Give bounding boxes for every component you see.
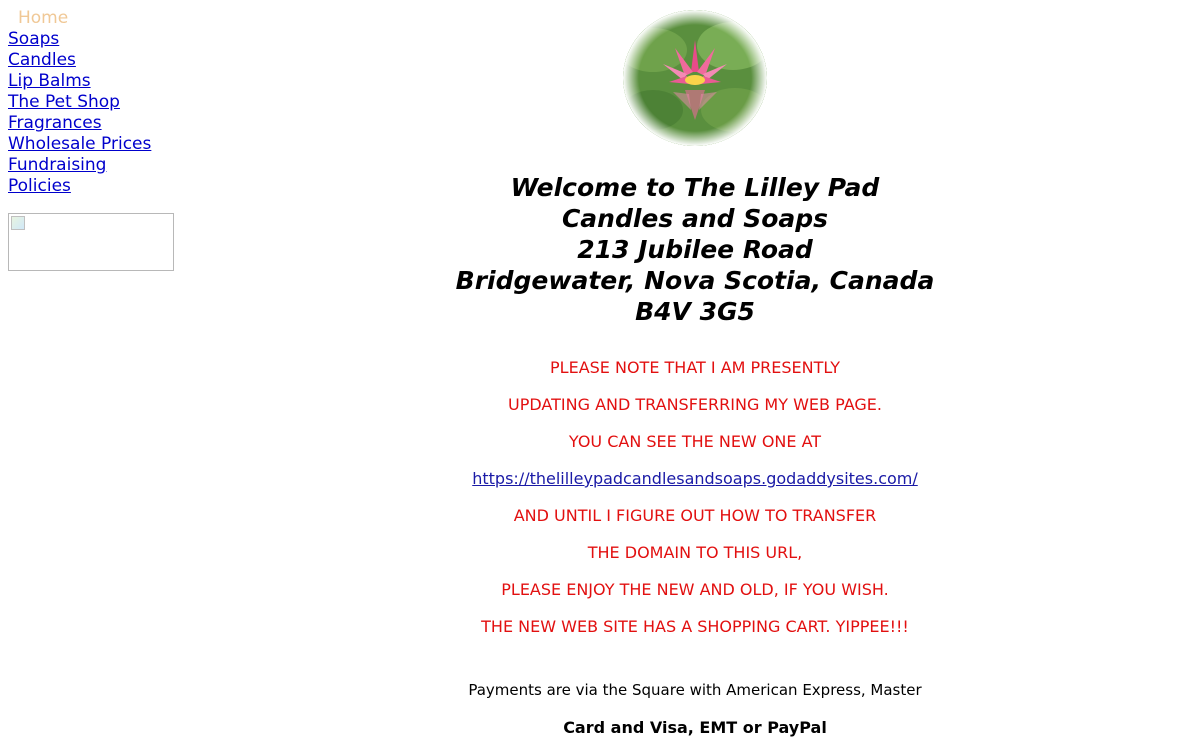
- nav-item-soaps[interactable]: Soaps: [8, 29, 60, 49]
- nav-item-fragrances[interactable]: Fragrances: [8, 113, 102, 133]
- new-site-link[interactable]: https://thelilleypadcandlesandsoaps.godaddysites.com/: [472, 469, 918, 488]
- notice-line: PLEASE NOTE THAT I AM PRESENTLY: [550, 358, 840, 377]
- welcome-line: 213 Jubilee Road: [577, 235, 813, 264]
- nav-item-candles[interactable]: Candles: [8, 50, 76, 70]
- main-content: [390, 10, 1000, 740]
- notice-line: YOU CAN SEE THE NEW ONE AT: [568, 432, 822, 451]
- sidebar-nav: [8, 8, 188, 197]
- welcome-heading: [390, 172, 1000, 327]
- welcome-line: Welcome to The Lilley Pad: [510, 173, 880, 202]
- notice-line: UPDATING AND TRANSFERRING MY WEB PAGE.: [508, 395, 882, 414]
- broken-image: [8, 213, 174, 271]
- nav-item-home[interactable]: Home: [18, 8, 69, 28]
- nav-item-pet-shop[interactable]: The Pet Shop: [8, 92, 120, 112]
- welcome-line: B4V 3G5: [635, 297, 755, 326]
- notice-block: [390, 349, 1000, 645]
- broken-image-icon: [11, 216, 25, 230]
- nav-item-lip-balms[interactable]: Lip Balms: [8, 71, 91, 91]
- notice-line: AND UNTIL I FIGURE OUT HOW TO TRANSFER: [513, 506, 877, 525]
- notice-line: THE NEW WEB SITE HAS A SHOPPING CART. YIPPEE!!!: [481, 617, 909, 636]
- nav-item-policies[interactable]: Policies: [8, 176, 71, 196]
- nav-item-wholesale-prices[interactable]: Wholesale Prices: [8, 134, 152, 154]
- nav-item-fundraising[interactable]: Fundraising: [8, 155, 107, 175]
- welcome-line: Bridgewater, Nova Scotia, Canada: [455, 266, 935, 295]
- notice-line: THE DOMAIN TO THIS URL,: [587, 543, 803, 562]
- payments-methods-text: Card and Visa, EMT or PayPal: [563, 718, 827, 737]
- welcome-line: Candles and Soaps: [561, 204, 829, 233]
- notice-line: PLEASE ENJOY THE NEW AND OLD, IF YOU WISH.: [501, 580, 889, 599]
- water-lily-icon: [623, 10, 767, 146]
- payments-text: Payments are via the Square with American Express, Master: [468, 681, 922, 699]
